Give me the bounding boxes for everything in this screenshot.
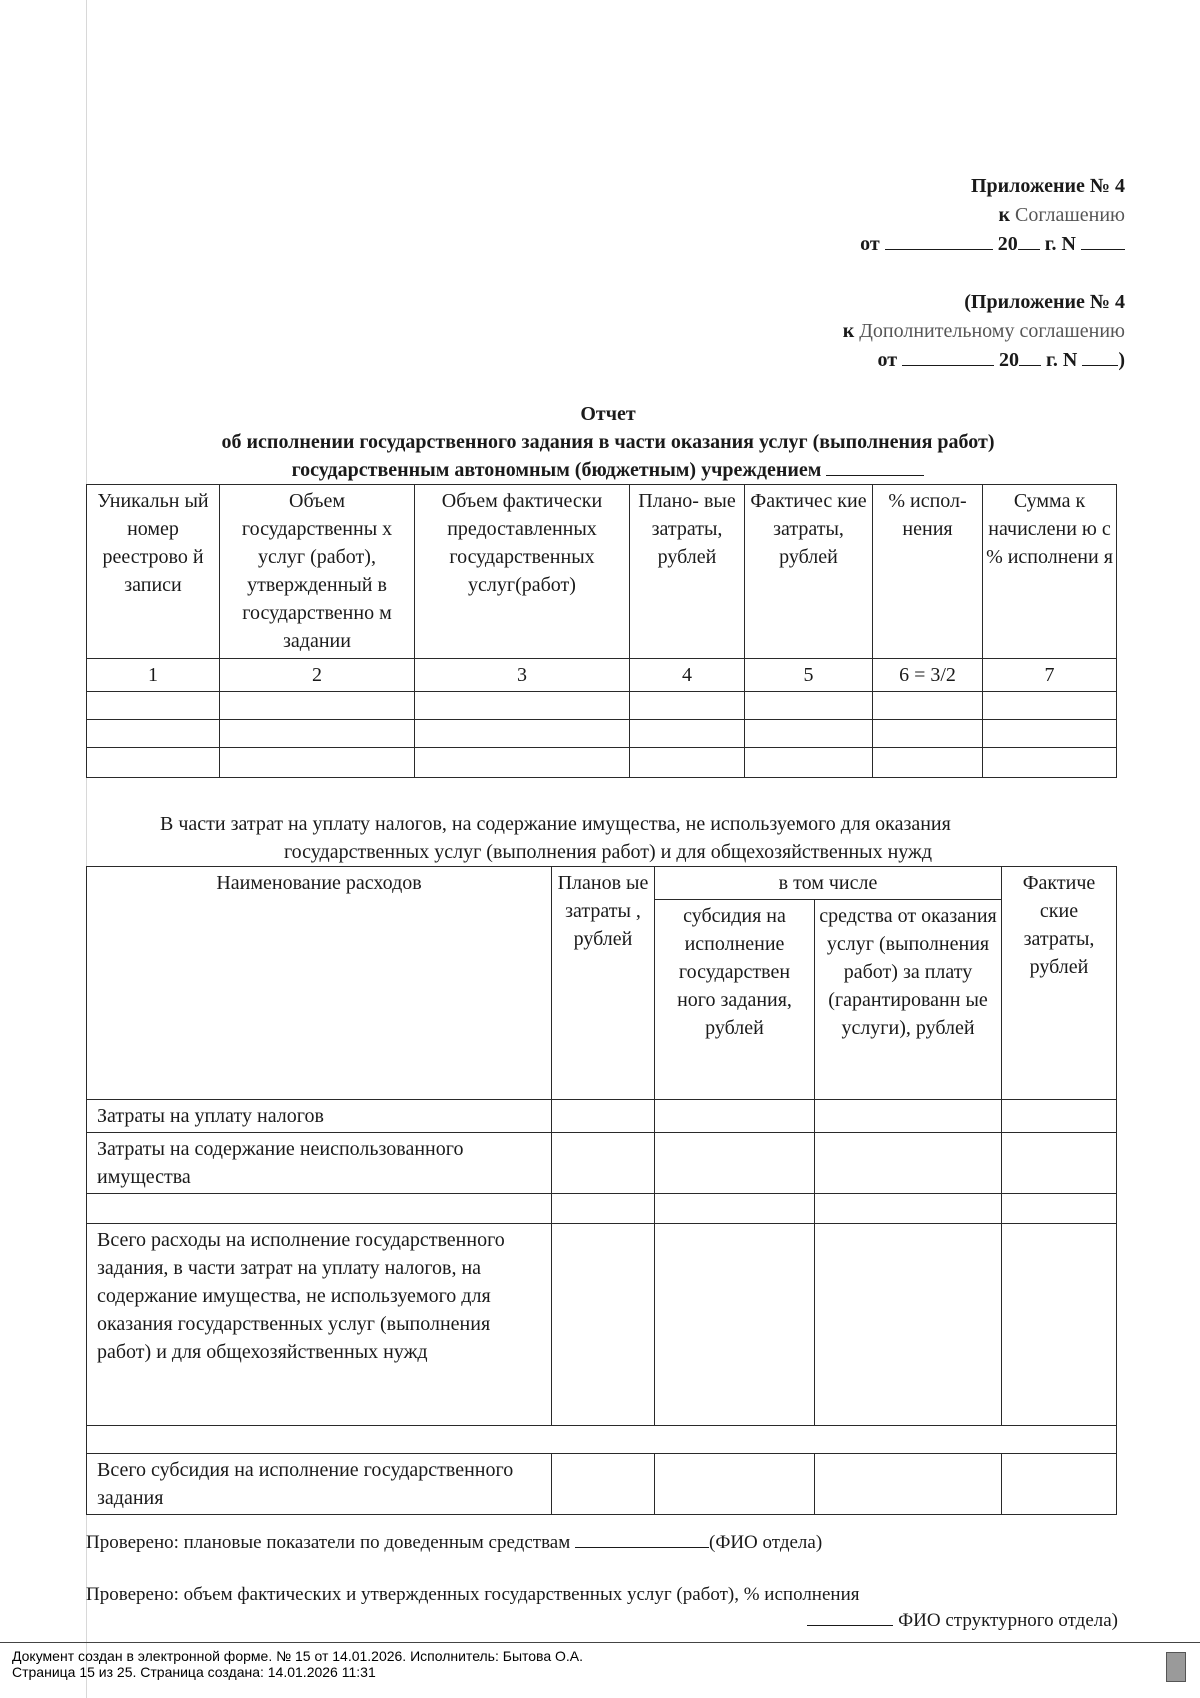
table1-header-row (87, 485, 1117, 659)
table1-number-cell: 4 (630, 659, 745, 692)
table2-header-paid: средства от оказания услуг (выполнения работ) за плату (гарантированн ые услуги), рублей (815, 900, 1002, 1100)
appendix-2-title: (Приложение № 4 (964, 291, 1125, 313)
table1-number-row (87, 659, 1117, 692)
table1-header-cell: Объем государственны х услуг (работ), утвержденный в государственно м задании (220, 485, 415, 659)
check-1-text: Проверено: плановые показатели по доведенным средствам (86, 1532, 571, 1553)
section2-intro-line-1: В части затрат на уплату налогов, на содержание имущества, не используемого для оказания (160, 813, 951, 835)
table1-header-cell: Фактичес кие затраты, рублей (745, 485, 873, 659)
appendix-block-2 (843, 288, 1125, 375)
table2-row-taxes (87, 1100, 1117, 1133)
table1-number-cell: 7 (983, 659, 1117, 692)
table1-number-cell: 1 (87, 659, 220, 692)
check-2-signature-line (807, 1608, 1118, 1634)
table2-header-name: Наименование расходов (87, 867, 552, 1100)
report-subtitle-2: государственным автономным (бюджетным) учреждением (86, 456, 1130, 484)
table2-empty-row (87, 1194, 1117, 1224)
check-2-text: Проверено: объем фактических и утвержденных государственных услуг (работ), % исполнения (86, 1584, 860, 1605)
table1-number-cell: 2 (220, 659, 415, 692)
appendix-1-date-line: от 20 г. N (860, 230, 1125, 259)
check-2 (86, 1582, 859, 1608)
table2-row-label: Затраты на уплату налогов (87, 1100, 552, 1133)
table1-empty-row (87, 748, 1117, 778)
footer-line-2: Страница 15 из 25. Страница создана: 14.01.2026 11:31 (12, 1664, 376, 1680)
services-report-table (86, 484, 1117, 778)
report-title: Отчет (580, 403, 636, 425)
appendix-2-date-line: от 20 г. N ) (877, 349, 1125, 371)
table2-row-total (87, 1224, 1117, 1426)
appendix-1-title: Приложение № 4 (970, 175, 1125, 197)
table1-header-cell: Сумма к начислени ю с % исполнени я (983, 485, 1117, 659)
table2-row-label: Затраты на содержание неиспользованного имущества (87, 1133, 552, 1194)
table1-header-cell: Уникальн ый номер реестрово й записи (87, 485, 220, 659)
table2-row-property (87, 1133, 1117, 1194)
table1-number-cell: 3 (415, 659, 630, 692)
table2-row-label: Всего субсидия на исполнение государственного задания (87, 1454, 552, 1515)
footer-divider (0, 1642, 1200, 1643)
table1-header-cell: Плано- вые затраты, рублей (630, 485, 745, 659)
table2-header-row-1 (87, 867, 1117, 900)
check-2-suffix: ФИО структурного отдела) (898, 1610, 1118, 1631)
table1-number-cell: 5 (745, 659, 873, 692)
report-title-block (86, 400, 1130, 484)
table2-empty-row (87, 1426, 1117, 1454)
section2-intro (86, 810, 1130, 866)
table2-row-label: Всего расходы на исполнение государственного задания, в части затрат на уплату налогов, на содержание имущества, не используемого для оказания государственных услуг (выполнения работ) и для общехозяйственных нужд (87, 1224, 552, 1426)
table2-row-subsidy-total (87, 1454, 1117, 1515)
table1-empty-row (87, 720, 1117, 748)
table2-header-including: в том числе (655, 867, 1002, 900)
footer-line-1: Документ создан в электронной форме. № 15 от 14.01.2026. Исполнитель: Бытова О.А. (12, 1648, 584, 1664)
appendix-1-ref: к Соглашению (998, 204, 1125, 226)
table1-number-cell: 6 = 3/2 (873, 659, 983, 692)
stamp-icon (1166, 1652, 1186, 1682)
report-subtitle-1: об исполнении государственного задания в части оказания услуг (выполнения работ) (221, 431, 995, 453)
table1-empty-row (87, 692, 1117, 720)
appendix-2-ref: к Дополнительному соглашению (842, 320, 1125, 342)
section2-intro-line-2: государственных услуг (выполнения работ) и для общехозяйственных нужд (283, 841, 933, 863)
table2-header-subsidy: субсидия на исполнение государствен ного задания, рублей (655, 900, 815, 1100)
table2-header-actual: Фактиче ские затраты, рублей (1002, 867, 1117, 1100)
appendix-block-1 (860, 172, 1125, 259)
check-1-suffix: (ФИО отдела) (709, 1532, 823, 1553)
table2-header-planned: Планов ые затраты , рублей (552, 867, 655, 1100)
check-1 (86, 1530, 822, 1556)
table1-header-cell: Объем фактически предоставленных государственных услуг(работ) (415, 485, 630, 659)
footer (12, 1648, 583, 1680)
expenses-table (86, 866, 1117, 1515)
table1-header-cell: % испол- нения (873, 485, 983, 659)
